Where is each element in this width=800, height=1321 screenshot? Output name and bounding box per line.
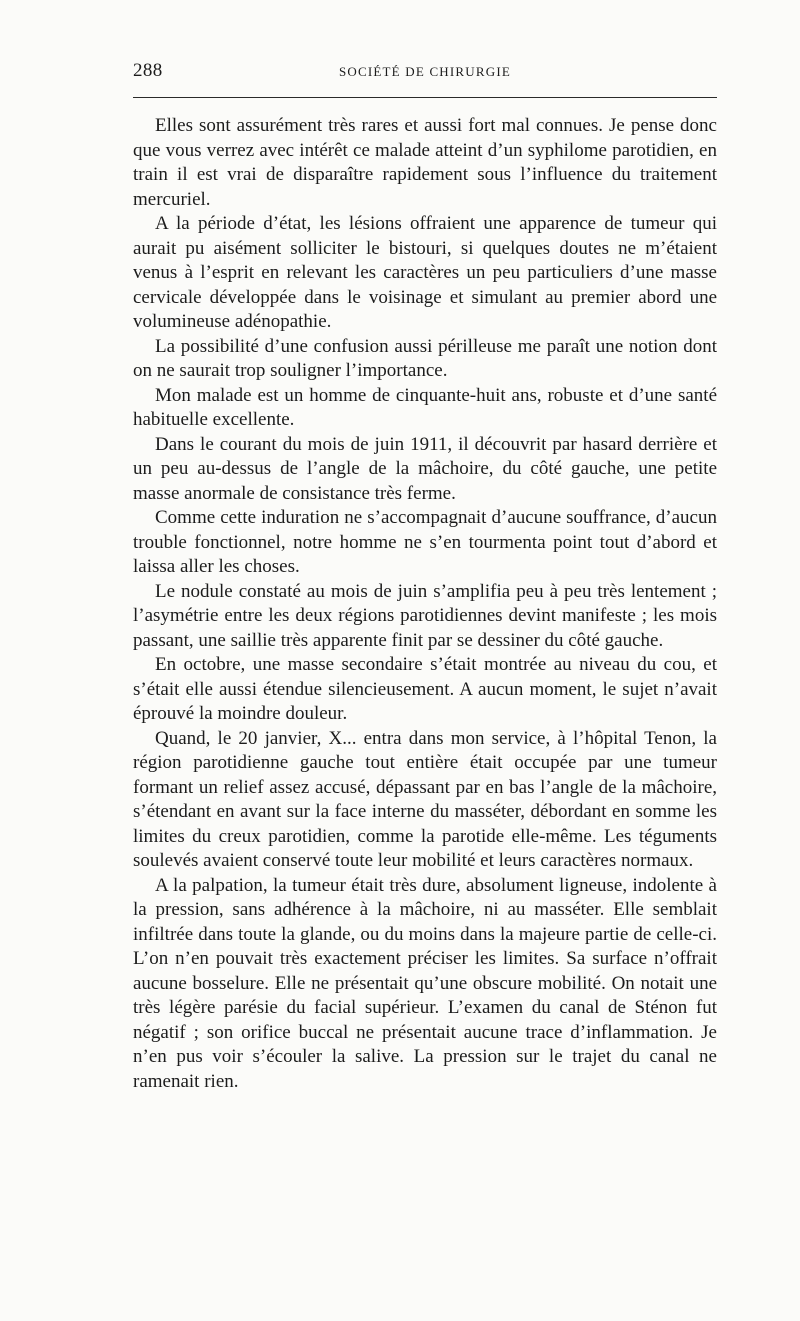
paragraph-8: En octobre, une masse secondaire s’était montrée au niveau du cou, et s’était elle aussi étendue silencieusement. A aucun moment, le sujet n’avait éprouvé la moindre douleur. (133, 654, 717, 724)
paragraph-7: Le nodule constaté au mois de juin s’amplifia peu à peu très lentement ; l’asymétrie entre les deux régions parotidiennes devint manifeste ; les mois passant, une saillie très apparente finit par se dessiner du côté gauche. (133, 580, 717, 651)
paragraph-1: Elles sont assurément très rares et aussi fort mal connues. Je pense donc que vous verrez avec intérêt ce malade atteint d’un syphilome parotidien, en train il est vrai de disparaître rapidement sous l’influence du traitement mercuriel. (133, 115, 717, 210)
running-title: SOCIÉTÉ DE CHIRURGIE (338, 64, 512, 79)
paragraph-6: Comme cette induration ne s’accompagnait d’aucune souffrance, d’aucun trouble fonctionnel, notre homme ne s’en tourmenta point tout d’abord et laissa aller les choses. (133, 507, 717, 577)
header-rule (133, 97, 717, 98)
paragraph-3: La possibilité d’une confusion aussi périlleuse me paraît une notion dont on ne saurait trop souligner l’importance. (133, 335, 717, 381)
paragraph-2: A la période d’état, les lésions offraient une apparence de tumeur qui aurait pu aisément solliciter le bistouri, si quelques doutes ne m’étaient venus à l’esprit en relevant les caractères un peu particuliers d’une masse cervicale développée dans le voisinage et simulant au premier abord une volumineuse adénopathie. (133, 213, 717, 332)
paragraph-4: Mon malade est un homme de cinquante-huit ans, robuste et d’une santé habituelle excellente. (133, 384, 717, 430)
page-number: 288 (133, 60, 163, 81)
paragraph-10: A la palpation, la tumeur était très dure, absolument ligneuse, indolente à la pression, sans adhérence à la mâchoire, ni au masséter. Elle semblait infiltrée dans toute la glande, ou du moins dans la majeure partie de celle-ci. L’on n’en pouvait très exactement préciser les limites. Sa surface n’offrait aucune bosselure. Elle ne présentait qu’une obscure mobilité. On notait une très légère parésie du facial supérieur. L’examen du canal de Sténon fut négatif ; son orifice buccal ne présentait aucune trace d’inflammation. Je n’en pus voir s’écouler la salive. La pression sur le trajet du canal ne ramenait rien. (133, 874, 717, 1092)
paragraph-5: Dans le courant du mois de juin 1911, il découvrit par hasard derrière et un peu au-dessus de l’angle de la mâchoire, du côté gauche, une petite masse anormale de consistance très ferme. (133, 433, 717, 504)
page-header (133, 60, 717, 86)
paragraph-9: Quand, le 20 janvier, X... entra dans mon service, à l’hôpital Tenon, la région parotidienne gauche tout entière était occupée par une tumeur formant un relief assez accusé, dépassant par en bas l’angle de la mâchoire, s’étendant en avant sur la face interne du masséter, débordant en somme les limites du creux parotidien, comme la parotide elle-même. Les téguments soulevés avaient conservé toute leur mobilité et leurs caractères normaux. (133, 727, 717, 871)
body-text (133, 114, 717, 1094)
